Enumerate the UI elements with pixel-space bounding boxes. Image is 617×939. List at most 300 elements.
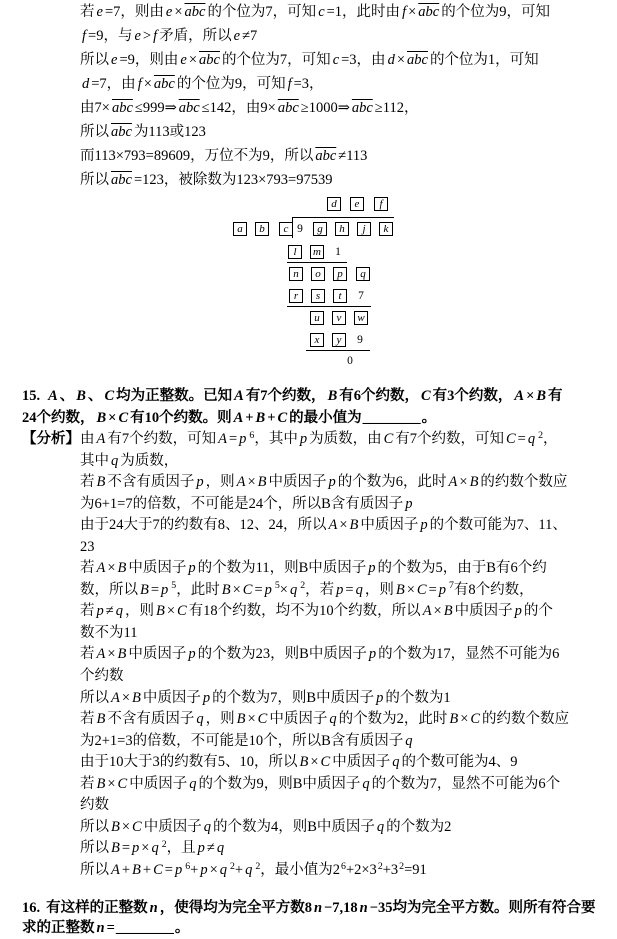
- math-variable: q: [115, 603, 123, 620]
- text-run: +: [267, 410, 276, 426]
- math-variable: e: [111, 52, 118, 68]
- superscript: 6: [341, 860, 346, 872]
- math-variable: A: [218, 431, 227, 447]
- analysis-line: [80, 537, 569, 559]
- text-run: 求的正整数: [22, 919, 95, 936]
- division-bracket-top: [292, 217, 394, 218]
- unknown-digit-box: f: [374, 197, 388, 211]
- text-run: ×: [141, 840, 150, 857]
- math-variable: C: [118, 410, 129, 426]
- analysis-line: [80, 451, 569, 473]
- superscript: 7: [449, 580, 454, 592]
- solution-line: [80, 0, 550, 24]
- superscript: 5: [274, 580, 280, 592]
- overline-term: $\overline{abc}$: [178, 100, 200, 116]
- problem-15-question: [22, 385, 563, 429]
- unknown-digit-box: e: [350, 197, 364, 211]
- text-run: 数不为11: [80, 624, 138, 641]
- text-run: 若: [80, 474, 95, 491]
- analysis-line: [80, 429, 569, 451]
- math-variable: B: [111, 818, 120, 835]
- math-variable: B: [395, 581, 405, 598]
- math-variable: q: [405, 732, 413, 749]
- unknown-digit-box: a: [233, 222, 247, 236]
- math-variable: q: [111, 452, 119, 469]
- text-run: =: [164, 861, 173, 878]
- text-run: ×: [121, 818, 131, 835]
- text-run: 由于10大于3的约数有5、10，所以: [80, 754, 298, 771]
- solution-line: [80, 72, 550, 96]
- math-variable: C: [277, 410, 288, 426]
- text-run: ，则: [364, 581, 394, 598]
- analysis-line: [80, 774, 569, 796]
- text-run: 的个数可能为4、9: [401, 754, 518, 771]
- math-variable: C: [257, 711, 268, 728]
- text-run: =123，被除数为123×793=97539: [133, 172, 333, 188]
- text-run: 有7个约数，可知: [107, 431, 217, 447]
- text-run: ，若: [305, 581, 335, 598]
- text-run: 中质因子: [128, 560, 187, 577]
- text-run: ×: [279, 581, 288, 598]
- text-run: 。: [421, 410, 437, 426]
- analysis-line: [80, 666, 569, 688]
- unknown-digit-box: o: [311, 267, 325, 281]
- superscript: 2: [230, 860, 235, 872]
- unknown-digit-box: v: [332, 311, 346, 325]
- overline-term: $\overline{abc}$: [277, 100, 299, 116]
- math-variable: q: [527, 431, 536, 447]
- math-variable: C: [506, 431, 516, 447]
- text-run: 的个数为1: [385, 689, 451, 706]
- unknown-digit-box: x: [310, 333, 324, 347]
- text-run: ×: [232, 581, 241, 598]
- text-run: 有7个约数，可知: [395, 431, 504, 447]
- known-digit: 9: [297, 223, 303, 235]
- problem-16-question: [22, 899, 596, 938]
- unknown-digit-box: j: [357, 222, 371, 236]
- math-variable: C: [177, 603, 187, 620]
- text-run: 有8个约数，: [453, 581, 534, 598]
- text-run: ，: [543, 431, 558, 447]
- overline-term: $\overline{abc}$: [407, 52, 428, 68]
- math-variable: A: [96, 646, 106, 663]
- analysis-line: [80, 752, 569, 774]
- unknown-digit-box: k: [379, 222, 393, 236]
- math-variable: A: [233, 410, 244, 426]
- text-run: 有18个约数，均不为10个约数，所以: [188, 603, 421, 620]
- superscript: 2: [255, 860, 261, 872]
- math-variable: A: [96, 431, 106, 447]
- text-run: 的个数为11，则B中质因子: [197, 560, 367, 577]
- math-variable: q: [245, 861, 253, 878]
- text-run: 均为正整数。已知: [116, 388, 233, 404]
- text-run: −35均为完全平方数。则所有符合要: [369, 900, 596, 916]
- text-run: 所以: [80, 172, 109, 188]
- text-run: 的个数为7，则B中质因子: [212, 689, 375, 706]
- analysis-line: [80, 601, 569, 623]
- math-variable: e: [134, 28, 141, 44]
- text-run: ×: [143, 76, 152, 92]
- text-run: =: [345, 581, 354, 598]
- previous-solution-continued: [80, 0, 550, 192]
- solution-line: [80, 168, 550, 192]
- text-run: 若: [80, 711, 95, 728]
- math-variable: B: [449, 711, 459, 728]
- math-variable: q: [355, 581, 363, 598]
- text-run: 的最小值为: [289, 410, 362, 426]
- text-run: 中质因子: [332, 754, 391, 771]
- text-run: =: [150, 581, 160, 598]
- math-variable: p: [197, 840, 205, 857]
- text-run: 有10个约数。则: [130, 410, 232, 426]
- math-variable: C: [117, 775, 128, 792]
- text-run: 所以: [80, 52, 109, 68]
- text-run: ×: [247, 711, 256, 728]
- text-run: ≠113: [338, 148, 368, 164]
- text-run: ，且: [166, 840, 196, 857]
- text-run: 所以: [80, 840, 109, 857]
- math-variable: p: [196, 474, 204, 491]
- math-variable: B: [96, 410, 107, 426]
- text-run: ，则: [205, 711, 235, 728]
- overline-term: $\overline{abc}$: [153, 76, 175, 92]
- math-variable: C: [470, 711, 481, 728]
- text-run: +: [190, 861, 199, 878]
- text-run: =: [517, 431, 526, 447]
- math-variable: B: [155, 603, 165, 620]
- overline-term: $\overline{abc}$: [111, 124, 132, 140]
- superscript: 2: [300, 580, 306, 592]
- math-variable: C: [320, 754, 331, 771]
- math-variable: A: [236, 474, 246, 491]
- text-run: =7，则由: [104, 4, 164, 20]
- question-line: [22, 385, 563, 407]
- superscript: 6: [249, 429, 255, 441]
- text-run: ，此时: [176, 581, 220, 598]
- question-line: [22, 899, 596, 919]
- solution-line: [80, 96, 550, 120]
- math-variable: A: [514, 388, 525, 404]
- superscript: 5: [171, 580, 177, 592]
- text-run: ≥1000⇒: [300, 100, 350, 116]
- text-run: 若: [80, 560, 95, 577]
- superscript: 6: [185, 860, 191, 872]
- math-variable: f: [137, 76, 142, 92]
- text-run: 中质因子: [268, 474, 327, 491]
- text-run: 个约数: [80, 668, 124, 685]
- math-variable: A: [111, 861, 120, 878]
- math-variable: d: [387, 52, 395, 68]
- analysis-line: [80, 860, 569, 882]
- text-run: 有: [548, 388, 563, 404]
- math-variable: f: [402, 4, 407, 20]
- text-run: 有7个约数，: [245, 388, 326, 404]
- text-run: 的个位为7，可知: [221, 52, 331, 68]
- text-run: ≥112，: [374, 100, 419, 116]
- text-run: 有3个约数，: [432, 388, 513, 404]
- math-variable: q: [219, 861, 227, 878]
- text-run: 所以: [80, 861, 109, 878]
- text-run: 所以: [80, 689, 109, 706]
- analysis-line: [80, 644, 569, 666]
- text-run: ≠: [206, 840, 215, 857]
- unknown-digit-box: q: [356, 267, 370, 281]
- math-variable: p: [376, 689, 384, 706]
- math-variable: p: [420, 517, 428, 534]
- math-variable: n: [149, 900, 158, 916]
- text-run: 所以: [80, 818, 109, 835]
- known-digit: 1: [335, 246, 341, 258]
- text-run: ×: [526, 388, 535, 404]
- text-run: +2×3: [345, 861, 377, 878]
- superscript: 2: [161, 838, 167, 850]
- math-variable: B: [299, 754, 309, 771]
- text-run: 中质因子: [143, 818, 202, 835]
- math-variable: p: [200, 861, 208, 878]
- text-run: ，使得均为完全平方数8: [159, 900, 312, 916]
- text-run: 的个位为1，可知: [429, 52, 539, 68]
- text-run: 为2+1=3的倍数，不可能是10个，所以B含有质因子: [80, 732, 404, 749]
- math-variable: B: [349, 517, 359, 534]
- math-variable: C: [242, 581, 253, 598]
- text-run: 为质数，: [120, 452, 179, 469]
- text-run: =: [254, 581, 263, 598]
- math-variable: B: [96, 711, 106, 728]
- math-variable: B: [111, 840, 120, 857]
- math-variable: q: [196, 711, 204, 728]
- analysis-line: [80, 709, 569, 731]
- math-variable: A: [328, 517, 338, 534]
- text-run: ×: [339, 517, 348, 534]
- text-run: =7，由: [91, 76, 136, 92]
- math-variable: p: [96, 603, 104, 620]
- text-run: ×: [408, 4, 417, 20]
- question-line: [22, 407, 563, 429]
- known-digit: 7: [358, 290, 364, 302]
- math-variable: p: [405, 495, 413, 512]
- math-variable: B: [327, 388, 338, 404]
- math-variable: p: [132, 840, 140, 857]
- text-run: 中质因子: [454, 603, 513, 620]
- text-run: 的个: [523, 603, 553, 620]
- math-variable: p: [328, 474, 336, 491]
- math-variable: A: [422, 603, 432, 620]
- math-variable: p: [368, 560, 376, 577]
- text-run: 的个数可能为7、11、: [429, 517, 567, 534]
- unknown-digit-box: u: [310, 311, 324, 325]
- subtraction-line: [306, 350, 370, 351]
- text-run: =9，则由: [119, 52, 179, 68]
- math-variable: e: [233, 28, 241, 44]
- text-run: ，则: [124, 603, 154, 620]
- text-run: 的约数个数应: [482, 711, 570, 728]
- math-variable: d: [82, 76, 90, 92]
- solution-line: [80, 144, 550, 168]
- math-variable: p: [188, 646, 196, 663]
- math-variable: f: [287, 76, 292, 92]
- math-variable: A: [111, 689, 120, 706]
- text-run: 的个数为5，由于B有6个约: [377, 560, 547, 577]
- analysis-label: 【分析】: [22, 431, 80, 447]
- text-run: 、: [59, 388, 75, 404]
- math-variable: C: [132, 818, 142, 835]
- analysis-line: [80, 580, 569, 602]
- math-variable: B: [132, 689, 141, 706]
- text-run: +: [234, 861, 244, 878]
- text-run: ×: [107, 775, 116, 792]
- subtraction-line: [287, 262, 347, 263]
- math-variable: e: [165, 4, 173, 20]
- text-run: +: [142, 861, 152, 878]
- unknown-digit-box: l: [288, 245, 302, 259]
- text-run: 有这样的正整数: [46, 900, 148, 916]
- text-run: 由: [80, 431, 95, 447]
- text-run: ×: [174, 4, 183, 20]
- math-variable: n: [313, 900, 323, 916]
- math-variable: B: [469, 474, 479, 491]
- math-variable: q: [151, 840, 159, 857]
- unknown-digit-box: h: [335, 222, 349, 236]
- superscript: 2: [377, 860, 383, 872]
- math-variable: c: [318, 4, 325, 20]
- overline-term: $\overline{abc}$: [418, 4, 440, 20]
- math-variable: A: [234, 388, 244, 404]
- math-variable: p: [188, 560, 196, 577]
- math-variable: B: [76, 388, 86, 404]
- text-run: 中质因子: [129, 775, 188, 792]
- math-variable: B: [96, 474, 106, 491]
- solution-line: [80, 120, 550, 144]
- math-variable: B: [96, 775, 106, 792]
- problem-number: 15.: [22, 388, 41, 404]
- text-run: 为113或123: [133, 124, 206, 140]
- text-run: =3，由: [341, 52, 386, 68]
- math-variable: p: [336, 581, 344, 598]
- math-variable: B: [140, 581, 149, 598]
- math-variable: q: [189, 775, 197, 792]
- text-run: 的个数为2，此时: [338, 711, 448, 728]
- text-run: 不含有质因子: [107, 474, 195, 491]
- analysis-line: [80, 688, 569, 710]
- text-run: 中质因子: [269, 711, 328, 728]
- math-variable: C: [416, 581, 427, 598]
- analysis-line: [80, 795, 569, 817]
- text-run: −7,18: [324, 900, 358, 916]
- text-run: 若: [80, 4, 95, 20]
- math-variable: n: [359, 900, 368, 916]
- math-variable: q: [203, 818, 211, 835]
- superscript: 2: [399, 860, 405, 872]
- text-run: =: [428, 581, 437, 598]
- text-run: 的个数为7，显然不可能为6个: [371, 775, 561, 792]
- math-variable: B: [536, 388, 547, 404]
- answer-blank: ________: [115, 919, 174, 936]
- text-run: 不含有质因子: [107, 711, 195, 728]
- long-division-diagram: [200, 190, 420, 375]
- text-run: ×: [433, 603, 442, 620]
- math-variable: n: [96, 919, 105, 936]
- math-variable: A: [448, 474, 458, 491]
- overline-term: $\overline{abc}$: [199, 52, 220, 68]
- overline-term: $\overline{abc}$: [184, 4, 206, 20]
- overline-term: $\overline{abc}$: [315, 148, 337, 164]
- text-run: =3，: [293, 76, 324, 92]
- text-run: 中质因子: [142, 689, 201, 706]
- text-run: ×: [459, 474, 468, 491]
- known-digit: 9: [357, 334, 363, 346]
- text-run: 的个数为9，则B中质因子: [198, 775, 361, 792]
- text-run: ×: [310, 754, 319, 771]
- text-run: 23: [80, 538, 95, 555]
- math-variable: B: [117, 646, 127, 663]
- math-variable: C: [104, 388, 115, 404]
- text-run: 中质因子: [360, 517, 419, 534]
- overline-term: $\overline{abc}$: [111, 100, 133, 116]
- text-run: ×: [107, 646, 116, 663]
- text-run: 所以: [80, 124, 109, 140]
- math-variable: q: [289, 581, 298, 598]
- analysis-line: [80, 558, 569, 580]
- unknown-digit-box: p: [333, 267, 347, 281]
- math-variable: q: [392, 754, 400, 771]
- text-run: 约数: [80, 797, 109, 814]
- math-variable: C: [153, 861, 163, 878]
- text-run: 其中: [80, 452, 109, 469]
- text-run: ，则: [205, 474, 235, 491]
- math-variable: p: [299, 431, 308, 447]
- analysis-line: [80, 817, 569, 839]
- math-variable: f: [153, 28, 158, 44]
- unknown-digit-box: c: [279, 222, 293, 236]
- unknown-digit-box: w: [354, 311, 368, 325]
- text-run: ×: [406, 581, 415, 598]
- superscript: 2: [538, 429, 544, 441]
- text-run: 的个数为23，则B中质因子: [197, 646, 367, 663]
- unknown-digit-box: y: [332, 333, 346, 347]
- text-run: ≤999⇒: [134, 100, 177, 116]
- unknown-digit-box: g: [313, 222, 327, 236]
- known-digit: 0: [347, 355, 353, 367]
- analysis-line: [80, 515, 569, 537]
- text-run: 由7×: [80, 100, 110, 116]
- text-run: =: [106, 919, 115, 936]
- math-variable: C: [420, 388, 431, 404]
- math-variable: p: [239, 431, 247, 447]
- text-run: ≠7: [242, 28, 258, 44]
- math-variable: B: [132, 861, 141, 878]
- text-run: >: [142, 28, 152, 44]
- unknown-digit-box: d: [327, 197, 341, 211]
- text-run: 的个数为4，则B中质因子: [212, 818, 375, 835]
- problem-15-analysis: [80, 429, 569, 881]
- text-run: +: [245, 410, 254, 426]
- text-run: 的个位为9，可知: [176, 76, 286, 92]
- text-run: +: [121, 861, 131, 878]
- math-variable: B: [221, 581, 231, 598]
- text-run: 而113×793=89609，万位不为9，所以: [80, 148, 314, 164]
- text-run: ×: [247, 474, 256, 491]
- text-run: ≤142，由9×: [201, 100, 276, 116]
- text-run: ×: [166, 603, 176, 620]
- math-variable: q: [376, 818, 385, 835]
- text-run: 的个位为7，可知: [207, 4, 317, 20]
- text-run: 中质因子: [128, 646, 187, 663]
- math-variable: q: [329, 711, 337, 728]
- math-variable: p: [514, 603, 522, 620]
- math-variable: c: [332, 52, 340, 68]
- analysis-line: [80, 494, 569, 516]
- unknown-digit-box: m: [310, 245, 324, 259]
